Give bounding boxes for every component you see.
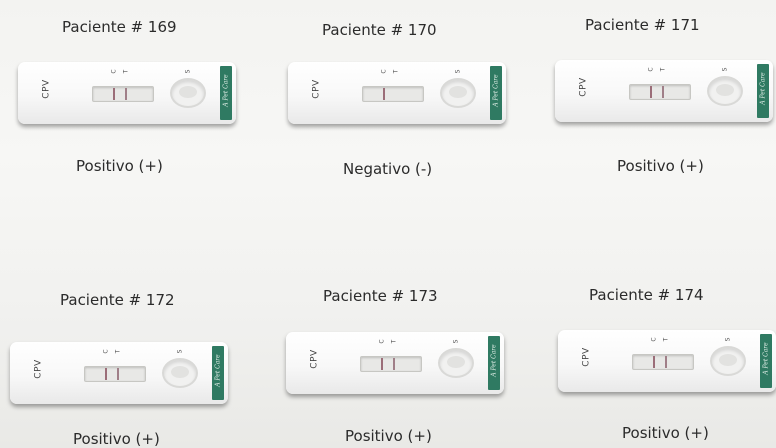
result-label: Positivo (+) [617, 157, 704, 175]
test-line [662, 86, 664, 98]
patient-label: Paciente # 174 [589, 286, 704, 304]
result-window [92, 86, 154, 102]
brand-band [490, 66, 502, 120]
cassette-mark: CPV [578, 77, 589, 97]
result-window [632, 354, 694, 370]
sample-well [438, 348, 474, 378]
result-window [360, 356, 422, 372]
control-line [653, 356, 655, 368]
result-label: Positivo (+) [73, 430, 160, 448]
sample-letter: S [452, 339, 460, 344]
sample-letter: S [724, 337, 732, 342]
sample-letter: S [721, 67, 729, 72]
control-line [105, 368, 107, 380]
test-letter: T [392, 69, 400, 74]
control-letter: C [378, 339, 386, 344]
test-letter: T [122, 69, 130, 74]
patient-label: Paciente # 172 [60, 291, 175, 309]
patient-label: Paciente # 169 [62, 18, 177, 36]
brand-band [220, 66, 232, 120]
test-cassette [10, 342, 228, 404]
control-line [650, 86, 652, 98]
brand-text: A Pet Care [759, 72, 767, 105]
brand-band [757, 64, 769, 118]
control-line [381, 358, 383, 370]
test-line [117, 368, 119, 380]
sample-well [162, 358, 198, 388]
test-line [665, 356, 667, 368]
patient-label: Paciente # 170 [322, 21, 437, 39]
sample-well [170, 78, 206, 108]
result-window [84, 366, 146, 382]
control-letter: C [647, 67, 655, 72]
brand-band [212, 346, 224, 400]
control-letter: C [102, 349, 110, 354]
brand-band [488, 336, 500, 390]
test-letter: T [114, 349, 122, 354]
test-letter: T [390, 339, 398, 344]
test-line [125, 88, 127, 100]
cassette-mark: CPV [309, 349, 320, 369]
cassette-mark: CPV [581, 347, 592, 367]
result-label: Negativo (-) [343, 160, 433, 178]
sample-letter: S [176, 349, 184, 354]
brand-text: A Pet Care [214, 354, 222, 387]
sample-letter: S [184, 69, 192, 74]
brand-text: A Pet Care [492, 74, 500, 107]
control-letter: C [650, 337, 658, 342]
brand-band [760, 334, 772, 388]
cassette-mark: CPV [41, 79, 52, 99]
result-label: Positivo (+) [622, 424, 709, 442]
control-letter: C [110, 69, 118, 74]
sample-letter: S [454, 69, 462, 74]
test-letter: T [662, 337, 670, 342]
test-cassette [555, 60, 773, 122]
cassette-mark: CPV [33, 359, 44, 379]
control-line [113, 88, 115, 100]
test-line [393, 358, 395, 370]
test-cassette [288, 62, 506, 124]
patient-label: Paciente # 171 [585, 16, 700, 34]
cassette-mark: CPV [311, 79, 322, 99]
sample-well [710, 346, 746, 376]
test-cassette [286, 332, 504, 394]
control-line [383, 88, 385, 100]
sample-well [440, 78, 476, 108]
result-label: Positivo (+) [76, 157, 163, 175]
test-cassette [18, 62, 236, 124]
brand-text: A Pet Care [490, 344, 498, 377]
control-letter: C [380, 69, 388, 74]
result-label: Positivo (+) [345, 427, 432, 445]
sample-well [707, 76, 743, 106]
brand-text: A Pet Care [222, 74, 230, 107]
result-window [362, 86, 424, 102]
patient-label: Paciente # 173 [323, 287, 438, 305]
result-window [629, 84, 691, 100]
test-letter: T [659, 67, 667, 72]
brand-text: A Pet Care [762, 342, 770, 375]
test-cassette [558, 330, 776, 392]
